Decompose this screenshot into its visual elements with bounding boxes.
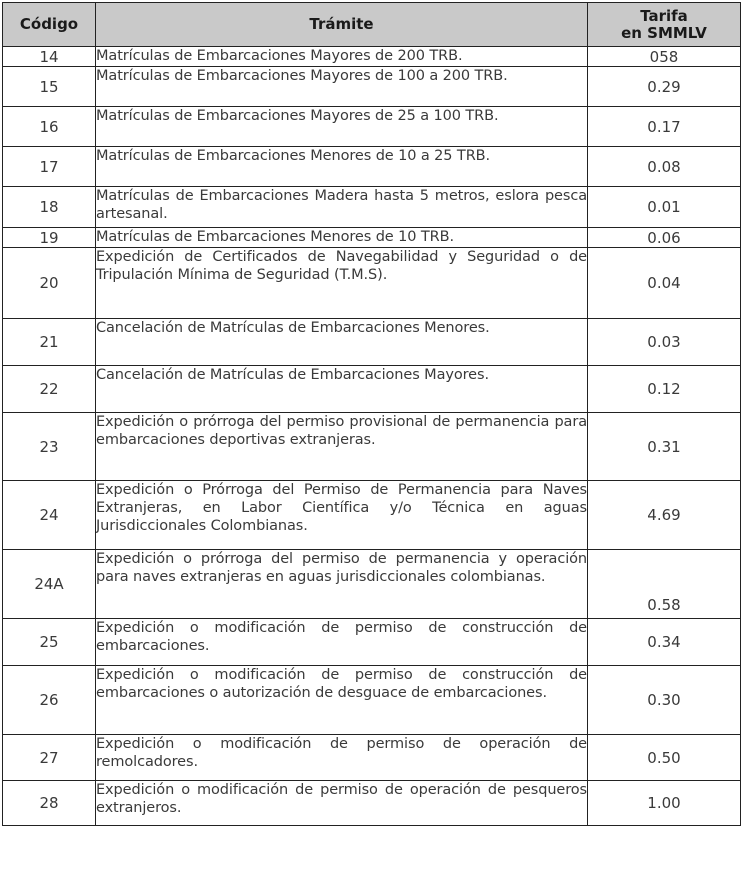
- cell-code: 18: [3, 187, 96, 228]
- header-rate: [588, 3, 741, 47]
- table-row: [3, 107, 741, 147]
- cell-rate: 0.04: [588, 248, 741, 319]
- cell-rate: 0.30: [588, 666, 741, 735]
- cell-code: 25: [3, 619, 96, 666]
- cell-rate: 0.12: [588, 366, 741, 413]
- cell-procedure: Expedición o prórroga del permiso provisional de permanencia para embarcaciones deportivas extranjeras.: [96, 413, 588, 481]
- cell-code: 26: [3, 666, 96, 735]
- table-row: [3, 550, 741, 619]
- header-procedure: Trámite: [96, 3, 588, 47]
- table-row: [3, 319, 741, 366]
- header-row: [3, 3, 741, 47]
- cell-procedure: Matrículas de Embarcaciones Menores de 10 TRB.: [96, 228, 588, 248]
- cell-code: 28: [3, 781, 96, 826]
- tariff-table: [2, 2, 741, 826]
- cell-code: 19: [3, 228, 96, 248]
- table-row: [3, 781, 741, 826]
- cell-rate: 4.69: [588, 481, 741, 550]
- cell-procedure: Cancelación de Matrículas de Embarcaciones Mayores.: [96, 366, 588, 413]
- table-row: [3, 413, 741, 481]
- cell-rate: 0.50: [588, 735, 741, 781]
- cell-code: 20: [3, 248, 96, 319]
- cell-procedure: Matrículas de Embarcaciones Madera hasta 5 metros, eslora pesca artesanal.: [96, 187, 588, 228]
- cell-code: 23: [3, 413, 96, 481]
- table-row: [3, 187, 741, 228]
- table-row: [3, 147, 741, 187]
- cell-code: 16: [3, 107, 96, 147]
- cell-procedure: Matrículas de Embarcaciones Menores de 10 a 25 TRB.: [96, 147, 588, 187]
- table-row: [3, 248, 741, 319]
- header-rate-line2: en SMMLV: [621, 23, 707, 42]
- cell-rate: 058: [588, 47, 741, 67]
- cell-code: 17: [3, 147, 96, 187]
- cell-procedure: Expedición o modificación de permiso de operación de pesqueros extranjeros.: [96, 781, 588, 826]
- table-row: [3, 47, 741, 67]
- header-rate-line1: Tarifa: [640, 6, 688, 25]
- cell-rate: 1.00: [588, 781, 741, 826]
- cell-procedure: Expedición de Certificados de Navegabilidad y Seguridad o de Tripulación Mínima de Seguridad (T.M.S).: [96, 248, 588, 319]
- cell-procedure: Matrículas de Embarcaciones Mayores de 100 a 200 TRB.: [96, 67, 588, 107]
- cell-rate: 0.58: [588, 550, 741, 619]
- cell-rate: 0.31: [588, 413, 741, 481]
- cell-code: 24: [3, 481, 96, 550]
- header-code: Código: [3, 3, 96, 47]
- cell-code: 22: [3, 366, 96, 413]
- cell-rate: 0.03: [588, 319, 741, 366]
- table-row: [3, 619, 741, 666]
- cell-rate: 0.06: [588, 228, 741, 248]
- cell-rate: 0.08: [588, 147, 741, 187]
- cell-rate: 0.34: [588, 619, 741, 666]
- table-row: [3, 666, 741, 735]
- cell-procedure: Expedición o modificación de permiso de operación de remolcadores.: [96, 735, 588, 781]
- cell-code: 21: [3, 319, 96, 366]
- cell-code: 14: [3, 47, 96, 67]
- cell-procedure: Expedición o prórroga del permiso de permanencia y operación para naves extranjeras en aguas jurisdiccionales colombianas.: [96, 550, 588, 619]
- cell-code: 24A: [3, 550, 96, 619]
- cell-procedure: Matrículas de Embarcaciones Mayores de 25 a 100 TRB.: [96, 107, 588, 147]
- cell-rate: 0.29: [588, 67, 741, 107]
- cell-procedure: Expedición o modificación de permiso de construcción de embarcaciones.: [96, 619, 588, 666]
- cell-rate: 0.17: [588, 107, 741, 147]
- cell-procedure: Expedición o Prórroga del Permiso de Permanencia para Naves Extranjeras, en Labor Científica y/o Técnica en aguas Jurisdiccionales Colombianas.: [96, 481, 588, 550]
- table-row: [3, 366, 741, 413]
- cell-code: 15: [3, 67, 96, 107]
- cell-procedure: Cancelación de Matrículas de Embarcaciones Menores.: [96, 319, 588, 366]
- table-row: [3, 481, 741, 550]
- cell-code: 27: [3, 735, 96, 781]
- table-row: [3, 228, 741, 248]
- table-row: [3, 735, 741, 781]
- cell-procedure: Expedición o modificación de permiso de construcción de embarcaciones o autorización de desguace de embarcaciones.: [96, 666, 588, 735]
- cell-rate: 0.01: [588, 187, 741, 228]
- cell-procedure: Matrículas de Embarcaciones Mayores de 200 TRB.: [96, 47, 588, 67]
- table-row: [3, 67, 741, 107]
